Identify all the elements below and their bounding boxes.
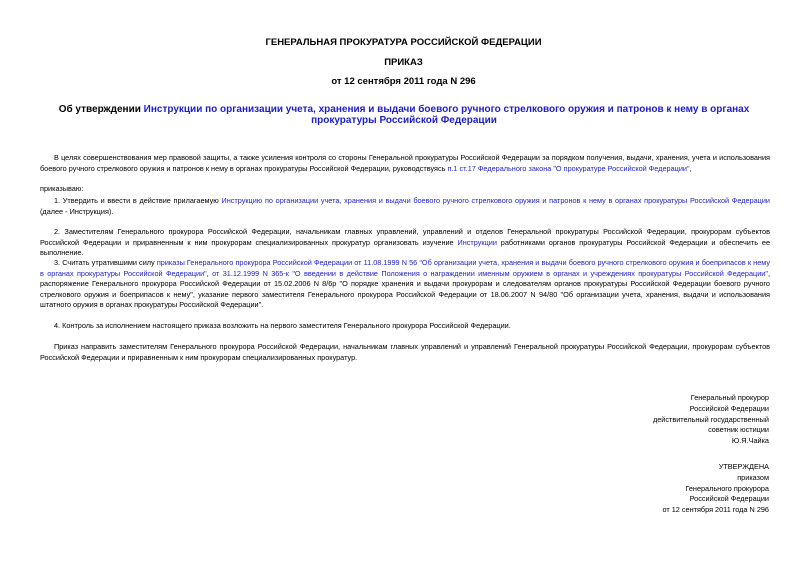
approval-line-2: приказом (737, 472, 769, 482)
signature-line-3: действительный государственный (652, 414, 769, 424)
clause-3-tail: , распоряжение Генерального прокурора Российской Федерации от 15.02.2006 N 8/6р "О порядке хранения и выдачи прокурорам и следователям органов прокуратуры Российской Федерации боевого ручного стрелкового оружия и боеприпасов к нему", указание первого заместителя Генерального прокурора Российской Федерации от 18.06.2007 N 94/80 "Об организации учета, хранения, выдачи и использования штатного оружия в органах прокуратуры Российской Федерации". (40, 268, 770, 309)
law-link[interactable]: п.1 ст.17 Федерального закона "О прокуратуре Российской Федерации" (447, 163, 690, 173)
approval-line-1: УТВЕРЖДЕНА (718, 462, 769, 471)
signature-line-2: Российской Федерации (689, 403, 769, 413)
clause-2-text: 2. Заместителям Генерального прокурора Российской Федерации, начальникам главных управлений, управлений и отделов Генеральной прокуратуры Российской Федерации, прокурорам субъектов Российской Федерации и приравненным к ним прокурорам специализированных прокуратур организовать изучение (40, 227, 770, 247)
clause-2-tail: работниками органов прокуратуры Российской Федерации и обеспечить ее выполнение. (40, 237, 770, 257)
instruction-link[interactable]: Инструкцию по организации учета, хранения и выдачи боевого ручного стрелкового оружия и патронов к нему в органах прокуратуры Российской Федерации (221, 196, 770, 205)
clause-4: 4. Контроль за исполнением настоящего приказа возложить на первого заместителя Генерального прокурора Российской Федерации. (54, 321, 511, 330)
order-56-link[interactable]: приказы Генерального прокурора Российской Федерации от 11.08.1999 N 56 "Об организации учета, хранения и выдачи боевого ручного стрелкового оружия и боеприпасов к нему в органах прокуратуры Российской Федерации" (40, 258, 770, 278)
document-title (34, 104, 774, 126)
clause-2 (40, 227, 770, 259)
order-word: приказываю: (40, 184, 84, 193)
doc-date-heading: от 12 сентября 2011 года N 296 (331, 76, 476, 87)
clause-1-text: 1. Утвердить и ввести в действие прилагаемую (54, 196, 222, 205)
clause-3-sep: , (206, 268, 213, 278)
intro-tail: , (689, 163, 692, 173)
clause-5: Приказ направить заместителям Генерального прокурора Российской Федерации, начальникам главных управлений и управлений Генеральной прокуратуры Российской Федерации, прокурорам субъектов Российской Федерации и приравненным к ним прокурорам специализированных прокуратур. (40, 342, 770, 362)
signature-block (549, 393, 769, 447)
signature-line-4: советник юстиции (708, 425, 769, 435)
signature-name: Ю.Я.Чайка (731, 436, 769, 446)
clause-1-tail: (далее - Инструкция). (40, 206, 114, 216)
order-365-link[interactable]: от 31.12.1999 N 365-к "О введении в действие Положения о награждении именным оружием в органах и учреждениях прокуратуры Российской Федерации" (212, 268, 768, 278)
approval-line-4: Российской Федерации (689, 494, 769, 504)
clause-3 (40, 258, 770, 311)
approval-date: от 12 сентября 2011 года N 296 (662, 505, 769, 515)
signature-line-1: Генеральный прокурор (690, 393, 769, 402)
org-heading: ГЕНЕРАЛЬНАЯ ПРОКУРАТУРА РОССИЙСКОЙ ФЕДЕРАЦИИ (265, 37, 542, 48)
clause-1 (40, 196, 770, 217)
approval-block (549, 462, 769, 516)
approval-line-3: Генерального прокурора (685, 483, 769, 493)
intro-paragraph (40, 153, 770, 174)
instruction-short-link[interactable]: Инструкции (457, 237, 497, 247)
intro-text: В целях совершенствования мер правовой защиты, а также усиления контроля со стороны Генеральной прокуратуры Российской Федерации за порядком получения, выдачи, хранения, учета и использования боевого ручного стрелкового оружия и патронов к нему в органах прокуратуры Российской Федерации, руководствуясь (40, 153, 770, 173)
doc-type-heading: ПРИКАЗ (384, 57, 423, 68)
title-prefix: Об утверждении (58, 104, 144, 115)
clause-3-text: 3. Считать утратившими силу (54, 258, 157, 267)
title-instruction-link[interactable]: Инструкции по организации учета, хранения и выдачи боевого ручного стрелкового оружия и патронов к нему в органах прокуратуры Российской Федерации (143, 104, 750, 126)
